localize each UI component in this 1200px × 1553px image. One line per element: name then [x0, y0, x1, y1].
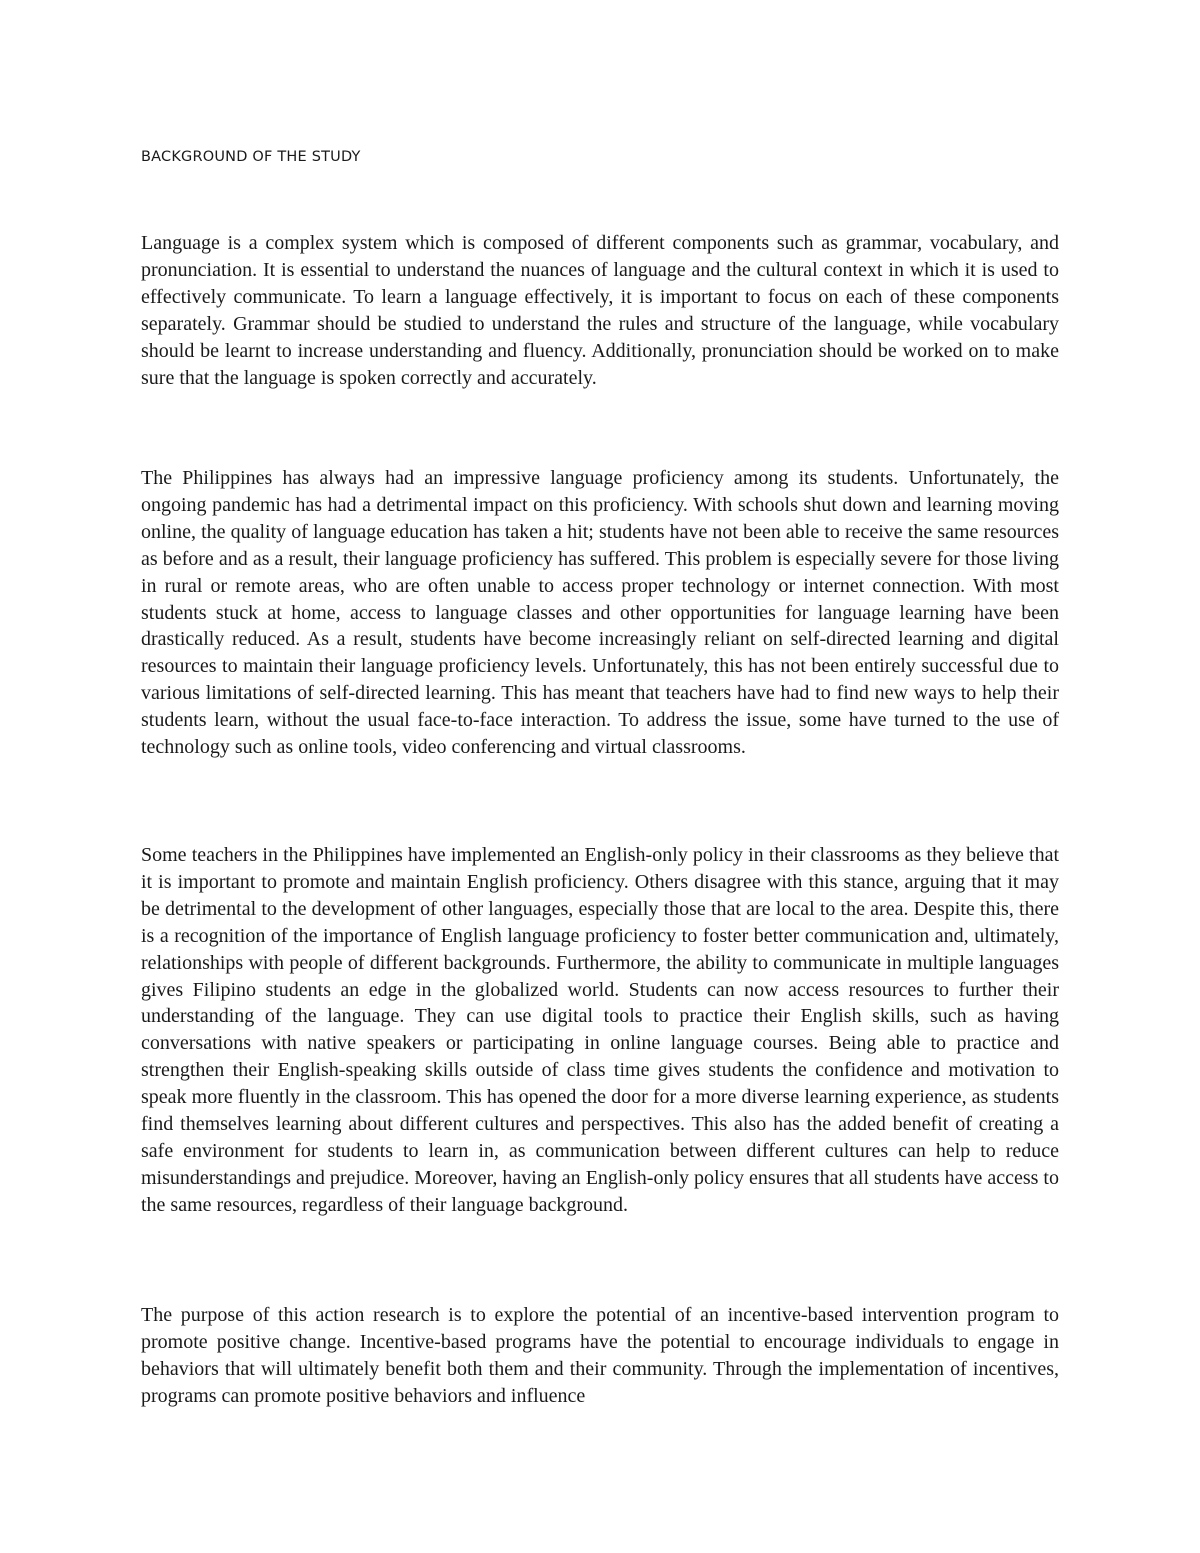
- paragraph-english-only-policy: Some teachers in the Philippines have implemented an English-only policy in their classrooms as they believe that it is important to promote and maintain English proficiency. Others disagree with this stance, arguing that it may be detrimental to the development of other languages, especially those that are local to the area. Despite this, there is a recognition of the importance of English language proficiency to foster better communication and, ultimately, relationships with people of different backgrounds. Furthermore, the ability to communicate in multiple languages gives Filipino students an edge in the globalized world. Students can now access resources to further their understanding of the language. They can use digital tools to practice their English skills, such as having conversations with native speakers or participating in online language courses. Being able to practice and strengthen their English-speaking skills outside of class time gives students the confidence and motivation to speak more fluently in the classroom. This has opened the door for a more diverse learning experience, as students find themselves learning about different cultures and perspectives. This also has the added benefit of creating a safe environment for students to learn in, as communication between different cultures can help to reduce misunderstandings and prejudice. Moreover, having an English-only policy ensures that all students have access to the same resources, regardless of their language background.: [141, 844, 1059, 1216]
- paragraph-research-purpose: The purpose of this action research is to explore the potential of an incentive-based intervention program to promote positive change. Incentive-based programs have the potential to encourage individuals to engage in behaviors that will ultimately benefit both them and their community. Through the implementation of incentives, programs can promote positive behaviors and influence: [141, 1304, 1059, 1407]
- paragraph-language-components: Language is a complex system which is composed of different components such as grammar, vocabulary, and pronunciation. It is essential to understand the nuances of language and the cultural context in which it is used to effectively communicate. To learn a language effectively, it is important to focus on each of these components separately. Grammar should be studied to understand the rules and structure of the language, while vocabulary should be learnt to increase understanding and fluency. Additionally, pronunciation should be worked on to make sure that the language is spoken correctly and accurately.: [141, 232, 1059, 389]
- paragraph-pandemic-impact: The Philippines has always had an impressive language proficiency among its students. Unfortunately, the ongoing pandemic has had a detrimental impact on this proficiency. With schools shut down and learning moving online, the quality of language education has taken a hit; students have not been able to receive the same resources as before and as a result, their language proficiency has suffered. This problem is especially severe for those living in rural or remote areas, who are often unable to access proper technology or internet connection. With most students stuck at home, access to language classes and other opportunities for language learning have been drastically reduced. As a result, students have become increasingly reliant on self-directed learning and digital resources to maintain their language proficiency levels. Unfortunately, this has not been entirely successful due to various limitations of self-directed learning. This has meant that teachers have had to find new ways to help their students learn, without the usual face-to-face interaction. To address the issue, some have turned to the use of technology such as online tools, video conferencing and virtual classrooms.: [141, 467, 1059, 759]
- section-heading: BACKGROUND OF THE STUDY: [141, 149, 361, 165]
